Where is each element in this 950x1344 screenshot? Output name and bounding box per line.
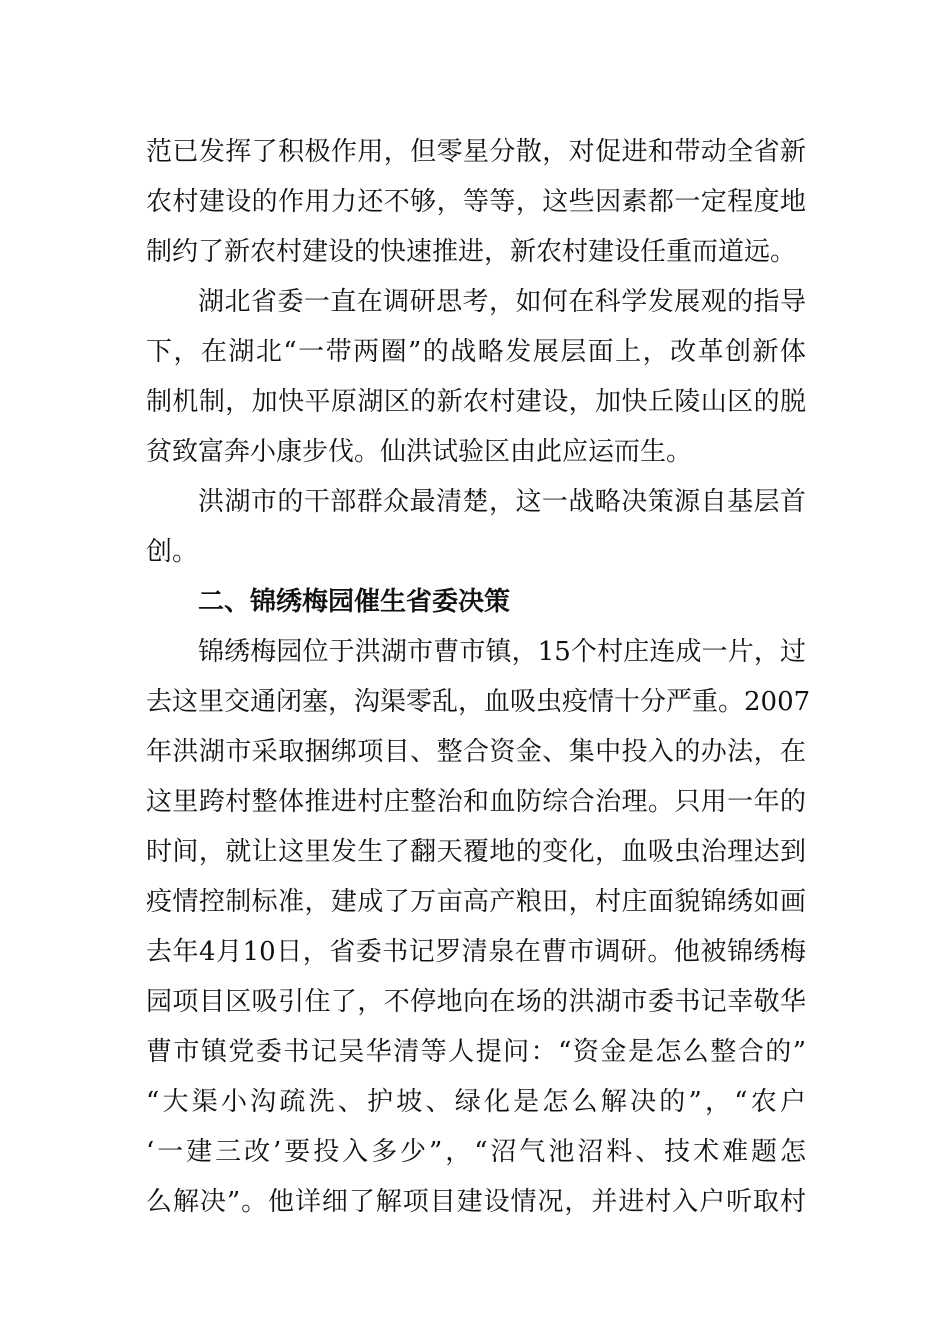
text-line: 去这里交通闭塞，沟渠零乱，血吸虫疫情十分严重。2007	[146, 687, 811, 717]
text-line: 去年4月10日，省委书记罗清泉在曹市调研。他被锦绣梅	[146, 937, 806, 967]
section-heading: 二、锦绣梅园催生省委决策	[198, 587, 511, 617]
text-line: 下，在湖北“一带两圈”的战略发展层面上，改革创新体	[146, 337, 806, 367]
text-line: 制机制，加快平原湖区的新农村建设，加快丘陵山区的脱	[146, 387, 806, 417]
text-line: 曹市镇党委书记吴华清等人提问：“资金是怎么整合的”	[146, 1037, 806, 1067]
text-line: 贫致富奔小康步伐。仙洪试验区由此应运而生。	[146, 437, 693, 467]
text-line: 么解决”。他详细了解项目建设情况，并进村入户听取村	[146, 1187, 806, 1217]
text-line: 制约了新农村建设的快速推进，新农村建设任重而道远。	[146, 237, 797, 267]
text-line: 洪湖市的干部群众最清楚，这一战略决策源自基层首	[198, 487, 806, 517]
text-line: 这里跨村整体推进村庄整治和血防综合治理。只用一年的	[146, 787, 806, 817]
text-line: ‘一建三改’要投入多少”，“沼气池沼料、技术难题怎	[146, 1137, 806, 1167]
text-line: 园项目区吸引住了，不停地向在场的洪湖市委书记幸敬华	[146, 987, 806, 1017]
text-line: 年洪湖市采取捆绑项目、整合资金、集中投入的办法，在	[146, 737, 806, 767]
text-line: 时间，就让这里发生了翻天覆地的变化，血吸虫治理达到	[146, 837, 806, 867]
text-line: “大渠小沟疏洗、护坡、绿化是怎么解决的”，“农户	[146, 1087, 806, 1117]
text-line: 湖北省委一直在调研思考，如何在科学发展观的指导	[198, 287, 806, 317]
text-line: 创。	[146, 537, 199, 567]
text-line: 农村建设的作用力还不够，等等，这些因素都一定程度地	[146, 187, 806, 217]
text-line: 疫情控制标准，建成了万亩高产粮田，村庄面貌锦绣如画	[146, 887, 806, 917]
text-line: 锦绣梅园位于洪湖市曹市镇，15个村庄连成一片，过	[198, 637, 806, 667]
text-line: 范已发挥了积极作用，但零星分散，对促进和带动全省新	[146, 137, 806, 167]
